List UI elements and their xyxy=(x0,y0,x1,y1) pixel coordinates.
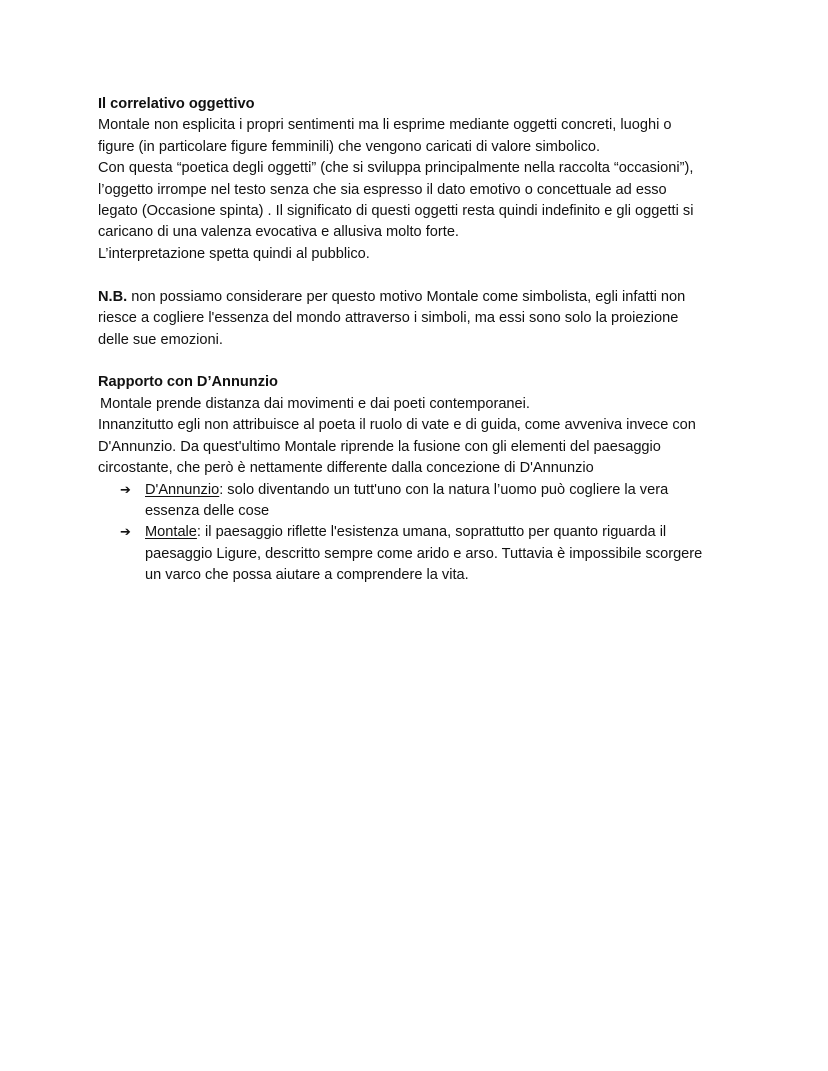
list-item-line: essenza delle cose xyxy=(145,502,270,519)
list-item-line: un varco che possa aiutare a comprendere la vita. xyxy=(145,567,469,584)
paragraph-line: Innanzitutto egli non attribuisce al poeta il ruolo di vate e di guida, come avveniva invece con xyxy=(98,417,696,434)
arrow-bullet-icon: ➔ xyxy=(120,482,131,498)
paragraph-line: Montale non esplicita i propri sentimenti ma li esprime mediante oggetti concreti, luoghi o xyxy=(98,117,672,134)
section-heading: Rapporto con D’Annunzio xyxy=(98,374,278,391)
paragraph-line: circostante, che però è nettamente differente dalla concezione di D'Annunzio xyxy=(98,460,594,477)
note-label: N.B. xyxy=(98,288,128,305)
paragraph-line: D'Annunzio. Da quest'ultimo Montale riprende la fusione con gli elementi del paesaggio xyxy=(98,438,661,455)
list-item-line xyxy=(145,522,738,543)
section-heading: Il correlativo oggettivo xyxy=(98,96,255,112)
list-item-term: D'Annunzio xyxy=(145,481,220,498)
paragraph-line: legato (Occasione spinta) . Il significato di questi oggetti resta quindi indefinito e gli oggetti si xyxy=(98,203,694,220)
paragraph-line: L’interpretazione spetta quindi al pubblico. xyxy=(98,245,370,262)
paragraph-line: caricano di una valenza evocativa e allusiva molto forte. xyxy=(98,224,459,241)
note-line xyxy=(98,287,738,308)
spacer xyxy=(98,351,738,373)
section-correlativo xyxy=(98,94,738,265)
paragraph-line: l’oggetto irrompe nel testo senza che sia espresso il dato emotivo o concettuale ad esso xyxy=(98,181,667,198)
list-item-term: Montale xyxy=(145,524,197,541)
note-paragraph xyxy=(98,287,738,351)
list-item xyxy=(98,480,738,523)
list-item-line: paesaggio Ligure, descritto sempre come arido e arso. Tuttavia è impossibile scorgere xyxy=(145,545,703,562)
spacer xyxy=(98,265,738,287)
note-line: riesce a cogliere l'essenza del mondo attraverso i simboli, ma essi sono solo la proiezione xyxy=(98,310,679,327)
list-item-line xyxy=(145,480,738,501)
arrow-bullet-icon: ➔ xyxy=(120,525,131,541)
list-item-text: : il paesaggio riflette l'esistenza umana, soprattutto per quanto riguarda il xyxy=(196,524,667,541)
document-page xyxy=(98,94,738,587)
paragraph-line: Montale prende distanza dai movimenti e dai poeti contemporanei. xyxy=(100,395,530,412)
paragraph-line: figure (in particolare figure femminili) che vengono caricati di valore simbolico. xyxy=(98,138,601,155)
note-line: delle sue emozioni. xyxy=(98,331,223,348)
note-text: non possiamo considerare per questo motivo Montale come simbolista, egli infatti non xyxy=(127,288,686,305)
section-dannunzio xyxy=(98,372,738,586)
paragraph-line: Con questa “poetica degli oggetti” (che si sviluppa principalmente nella raccolta “occasioni”), xyxy=(98,160,694,177)
list-item-text: : solo diventando un tutt'uno con la natura l’uomo può cogliere la vera xyxy=(219,481,669,498)
list-item xyxy=(98,522,738,586)
